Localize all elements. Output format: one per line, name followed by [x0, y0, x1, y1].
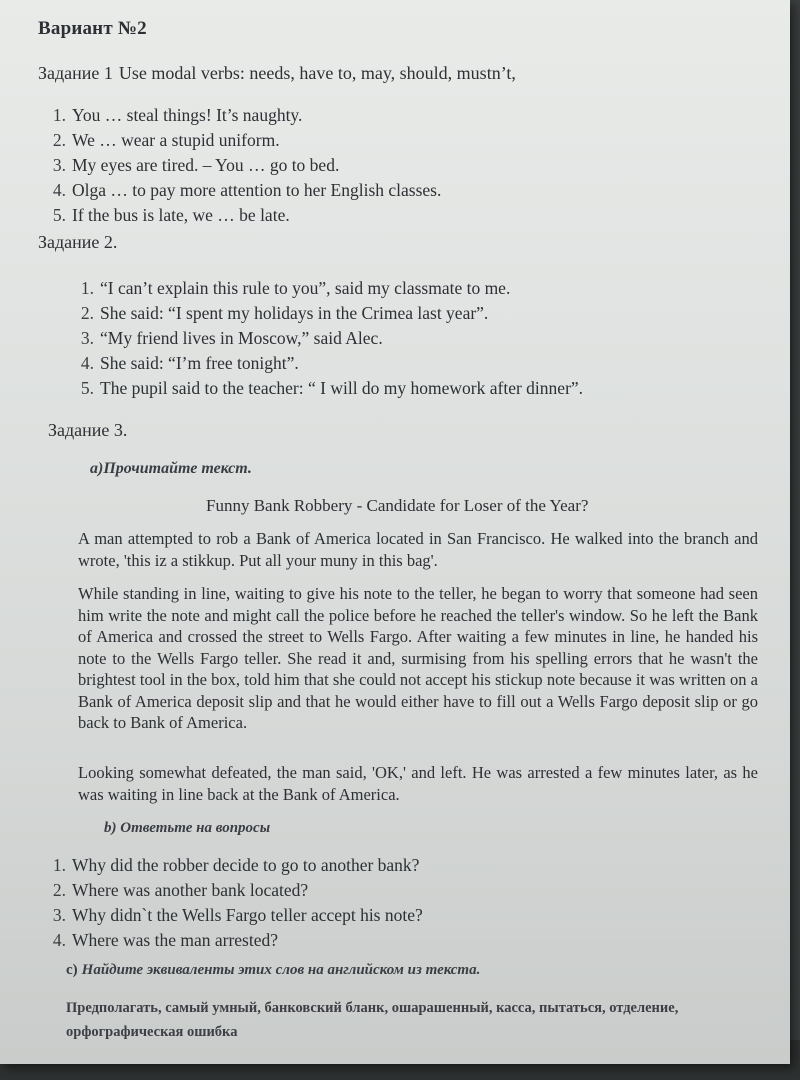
list-item [68, 301, 583, 326]
task1-list [40, 103, 441, 228]
list-item [40, 203, 441, 228]
task2-list [68, 276, 583, 401]
item-text: The pupil said to the teacher: “ I will do my homework after dinner”. [100, 378, 584, 398]
vocabulary-words: Предполагать, самый умный, банковский бланк, ошарашенный, касса, пытаться, отделение, орфографическая ошибка [66, 1000, 679, 1040]
story-paragraph: A man attempted to rob a Bank of America located in San Francisco. He walked into the branch and wrote, 'this iz a stikkup. Put all your muny in this bag'. [78, 529, 758, 570]
item-number: 5. [80, 378, 94, 398]
variant-heading: Вариант №2 [38, 18, 147, 39]
item-number: 2. [52, 880, 66, 900]
item-number: 1. [52, 855, 66, 875]
item-number: 1. [80, 278, 94, 298]
item-text: “I can’t explain this rule to you”, said my classmate to me. [100, 278, 511, 298]
item-number: 2. [52, 130, 66, 150]
task1-instruction: Use modal verbs: needs, have to, may, should, mustn’t, [118, 63, 516, 83]
task3-subheading-a: а)Прочитайте текст. [90, 460, 252, 477]
subheading-c-text: Найдите эквиваленты этих слов на английском из текста. [81, 962, 481, 978]
task2-title: Задание 2. [38, 232, 118, 252]
task1-title: Задание 1 [38, 63, 113, 83]
list-item [68, 276, 583, 301]
item-text: She said: “I spent my holidays in the Crimea last year”. [100, 303, 489, 323]
list-item [40, 153, 441, 178]
item-text: Where was another bank located? [72, 880, 309, 900]
item-text: Where was the man arrested? [72, 930, 279, 950]
item-number: 3. [52, 155, 66, 175]
list-item [40, 178, 441, 203]
story-paragraph: Looking somewhat defeated, the man said, 'OK,' and left. He was arrested a few minutes later, as he was waiting in line back at the Bank of America. [78, 763, 758, 804]
story-title: Funny Bank Robbery - Candidate for Loser of the Year? [206, 496, 589, 515]
task3-title: Задание 3. [48, 420, 128, 440]
item-number: 4. [52, 930, 66, 950]
task1-header [38, 63, 516, 84]
list-item [40, 103, 441, 128]
subheading-c-prefix: c) [66, 962, 78, 978]
list-item [40, 878, 423, 903]
item-text: Olga … to pay more attention to her English classes. [72, 180, 442, 200]
item-number: 2. [80, 303, 94, 323]
list-item [68, 351, 583, 376]
item-number: 3. [80, 328, 94, 348]
questions-list [40, 853, 423, 953]
item-number: 4. [80, 353, 94, 373]
list-item [40, 928, 423, 953]
item-text: Why did the robber decide to go to another bank? [72, 855, 420, 875]
item-number: 5. [52, 205, 66, 225]
list-item [40, 903, 423, 928]
item-text: You … steal things! It’s naughty. [72, 105, 303, 125]
item-text: “My friend lives in Moscow,” said Alec. [100, 328, 383, 348]
list-item [68, 376, 583, 401]
task3-subheading-b: b) Ответьте на вопросы [104, 820, 271, 836]
task3-subheading-c [66, 962, 480, 979]
item-text: She said: “I’m free tonight”. [100, 353, 299, 373]
item-number: 4. [52, 180, 66, 200]
item-text: My eyes are tired. – You … go to bed. [72, 155, 340, 175]
list-item [40, 128, 441, 153]
list-item [40, 853, 423, 878]
item-text: If the bus is late, we … be late. [72, 205, 290, 225]
list-item [68, 326, 583, 351]
item-text: We … wear a stupid uniform. [72, 130, 280, 150]
item-number: 3. [52, 905, 66, 925]
story-paragraph: While standing in line, waiting to give his note to the teller, he began to worry that someone had seen him write the note and might call the police before he reached the teller's window. So he left the Bank of America and crossed the street to Wells Fargo. After waiting a few minutes in line, he handed his note to the Wells Fargo teller. She read it and, surmising from his spelling errors that he wasn't the brightest tool in the box, told him that she could not accept his stickup note because it was written on a Bank of America deposit slip and that he would either have to fill out a Wells Fargo deposit slip or go back to Bank of America. [78, 584, 758, 732]
item-number: 1. [52, 105, 66, 125]
item-text: Why didn`t the Wells Fargo teller accept his note? [72, 905, 423, 925]
